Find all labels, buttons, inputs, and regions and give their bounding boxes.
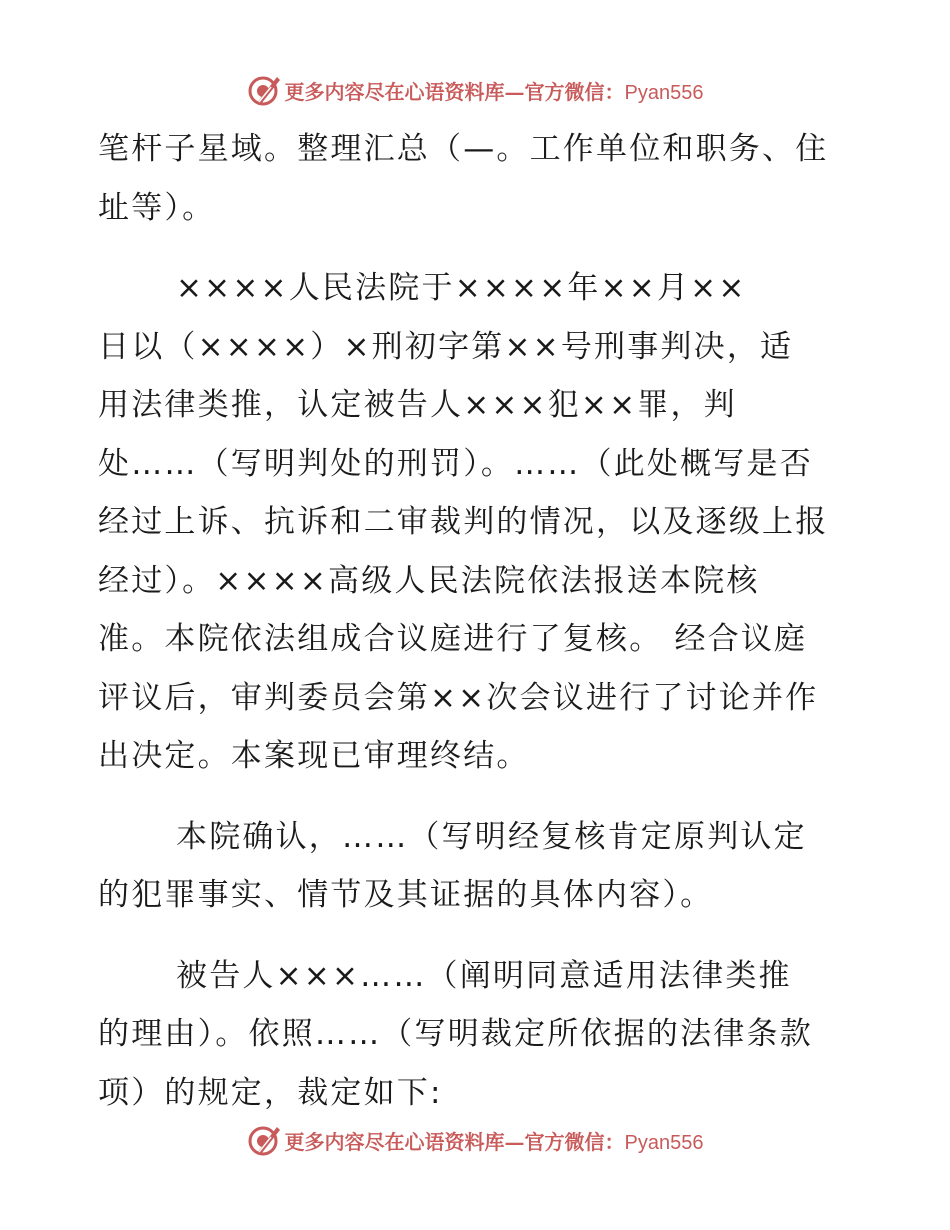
document-body bbox=[98, 120, 850, 1122]
quill-logo-icon bbox=[247, 73, 281, 107]
footer-banner-text: 更多内容尽在心语资料库—官方微信：Pyan556 bbox=[284, 1129, 704, 1154]
paragraph-2-line: 处……（写明判处的刑罚）。……（此处概写是否 bbox=[98, 445, 813, 482]
paragraph-4-line: 项）的规定，裁定如下: bbox=[98, 1074, 443, 1111]
paragraph-2-line: 准。本院依法组成合议庭进行了复核。 经合议庭 bbox=[98, 621, 808, 657]
paragraph-3 bbox=[98, 808, 850, 925]
paragraph-2-line: 日以（××××）×刑初字第××号刑事判决，适 bbox=[98, 328, 794, 365]
paragraph-3-line: 本院确认，……（写明经复核肯定原判认定 bbox=[176, 818, 807, 855]
paragraph-4 bbox=[98, 947, 850, 1123]
paragraph-2-line: 经过上诉、抗诉和二审裁判的情况，以及逐级上报 bbox=[98, 504, 829, 540]
header-wechat-id: Pyan556 bbox=[624, 81, 704, 104]
footer-banner bbox=[0, 1120, 950, 1160]
paragraph-4-line: 的理由）。依照……（写明裁定所依据的法律条款 bbox=[98, 1016, 813, 1052]
paragraph-1-line: 址等）。 bbox=[98, 189, 216, 226]
paragraph-2-line: 出决定。本案现已审理终结。 bbox=[98, 738, 530, 774]
paragraph-1 bbox=[98, 120, 850, 237]
paragraph-2-line: 评议后，审判委员会第××次会议进行了讨论并作 bbox=[98, 679, 819, 716]
paragraph-2-line: ××××人民法院于××××年××月×× bbox=[176, 270, 747, 306]
header-banner bbox=[0, 70, 950, 110]
header-banner-text: 更多内容尽在心语资料库—官方微信：Pyan556 bbox=[284, 79, 704, 104]
paragraph-2-line: 用法律类推，认定被告人×××犯××罪，判 bbox=[98, 387, 737, 423]
paragraph-4-line: 被告人×××……（阐明同意适用法律类推 bbox=[176, 957, 792, 994]
paragraph-1-line: 笔杆子星域。整理汇总（—。工作单位和职务、住 bbox=[98, 131, 829, 167]
paragraph-2-line: 经过）。××××高级人民法院依法报送本院核 bbox=[98, 562, 760, 599]
footer-wechat-id: Pyan556 bbox=[624, 1131, 704, 1154]
paragraph-3-line: 的犯罪事实、情节及其证据的具体内容）。 bbox=[98, 877, 714, 913]
paragraph-2 bbox=[98, 259, 850, 786]
quill-logo-icon bbox=[247, 1123, 281, 1157]
